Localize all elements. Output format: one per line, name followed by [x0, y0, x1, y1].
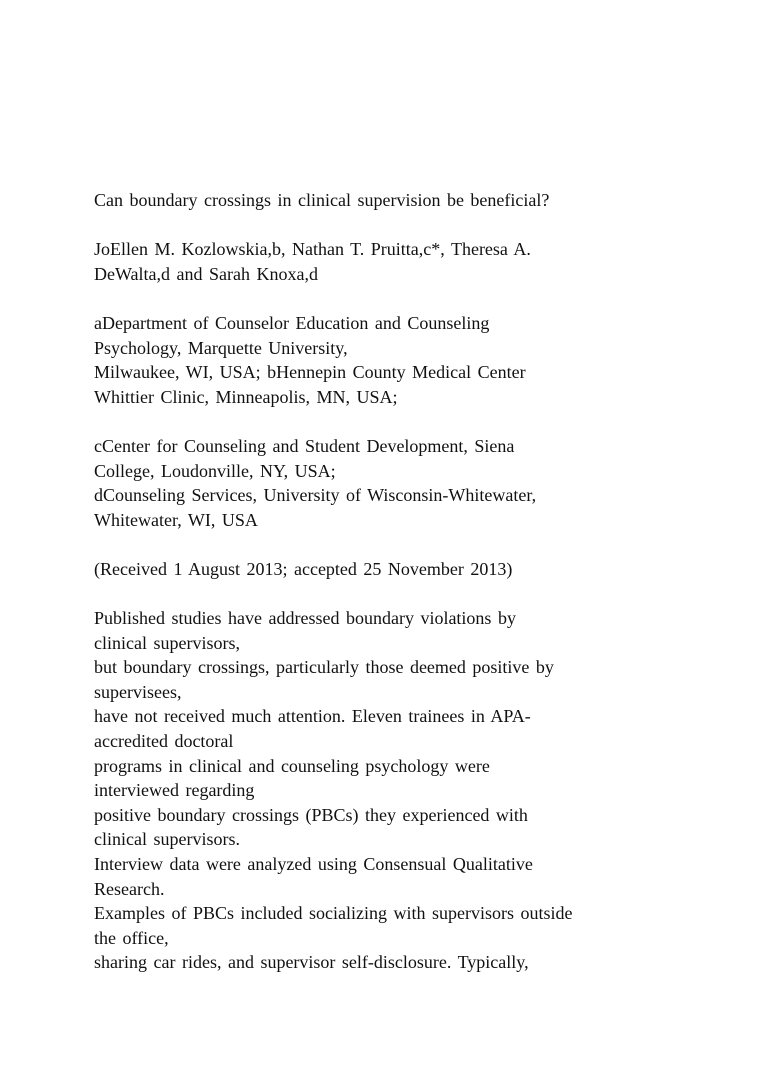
affiliation-line: Psychology, Marquette University, — [94, 337, 348, 358]
document-title: Can boundary crossings in clinical supervision be beneficial? — [94, 190, 550, 210]
abstract-line: interviewed regarding — [94, 780, 255, 801]
abstract-line: Interview data were analyzed using Consensual Qualitative — [94, 854, 533, 875]
abstract-line: Research. — [94, 878, 165, 899]
authors-line: DeWalta,d and Sarah Knoxa,d — [94, 263, 318, 284]
abstract-line: the office, — [94, 927, 169, 948]
affiliation-line: Milwaukee, WI, USA; bHennepin County Medical Center — [94, 362, 526, 383]
abstract-line: positive boundary crossings (PBCs) they experienced with — [94, 804, 528, 825]
affiliation-line: Whitewater, WI, USA — [94, 509, 258, 530]
abstract-line: Published studies have addressed boundary violations by — [94, 608, 516, 629]
abstract-line: have not received much attention. Eleven trainees in APA- — [94, 706, 531, 727]
abstract-line: clinical supervisors. — [94, 829, 240, 850]
affiliation-line: Whittier Clinic, Minneapolis, MN, USA; — [94, 386, 398, 407]
abstract-line: clinical supervisors, — [94, 632, 240, 653]
affiliations-block-1 — [94, 311, 734, 409]
abstract-line: supervisees, — [94, 681, 182, 702]
received-dates: (Received 1 August 2013; accepted 25 November 2013) — [94, 558, 513, 579]
affiliation-line: aDepartment of Counselor Education and Counseling — [94, 312, 490, 333]
document-title-block — [94, 188, 734, 213]
document-body — [94, 188, 734, 1000]
abstract-line: programs in clinical and counseling psychology were — [94, 755, 490, 776]
abstract-line: accredited doctoral — [94, 731, 234, 752]
abstract-line: Examples of PBCs included socializing with supervisors outside — [94, 903, 573, 924]
authors-block — [94, 237, 734, 286]
affiliation-line: cCenter for Counseling and Student Development, Siena — [94, 435, 515, 456]
abstract-line: but boundary crossings, particularly those deemed positive by — [94, 657, 554, 678]
authors-line: JoEllen M. Kozlowskia,b, Nathan T. Pruitta,c*, Theresa A. — [94, 239, 531, 260]
abstract-block — [94, 606, 734, 975]
affiliation-line: dCounseling Services, University of Wisconsin-Whitewater, — [94, 485, 537, 506]
affiliations-block-2 — [94, 434, 734, 532]
affiliation-line: College, Loudonville, NY, USA; — [94, 460, 336, 481]
received-block — [94, 557, 734, 582]
abstract-line: sharing car rides, and supervisor self-disclosure. Typically, — [94, 952, 529, 973]
